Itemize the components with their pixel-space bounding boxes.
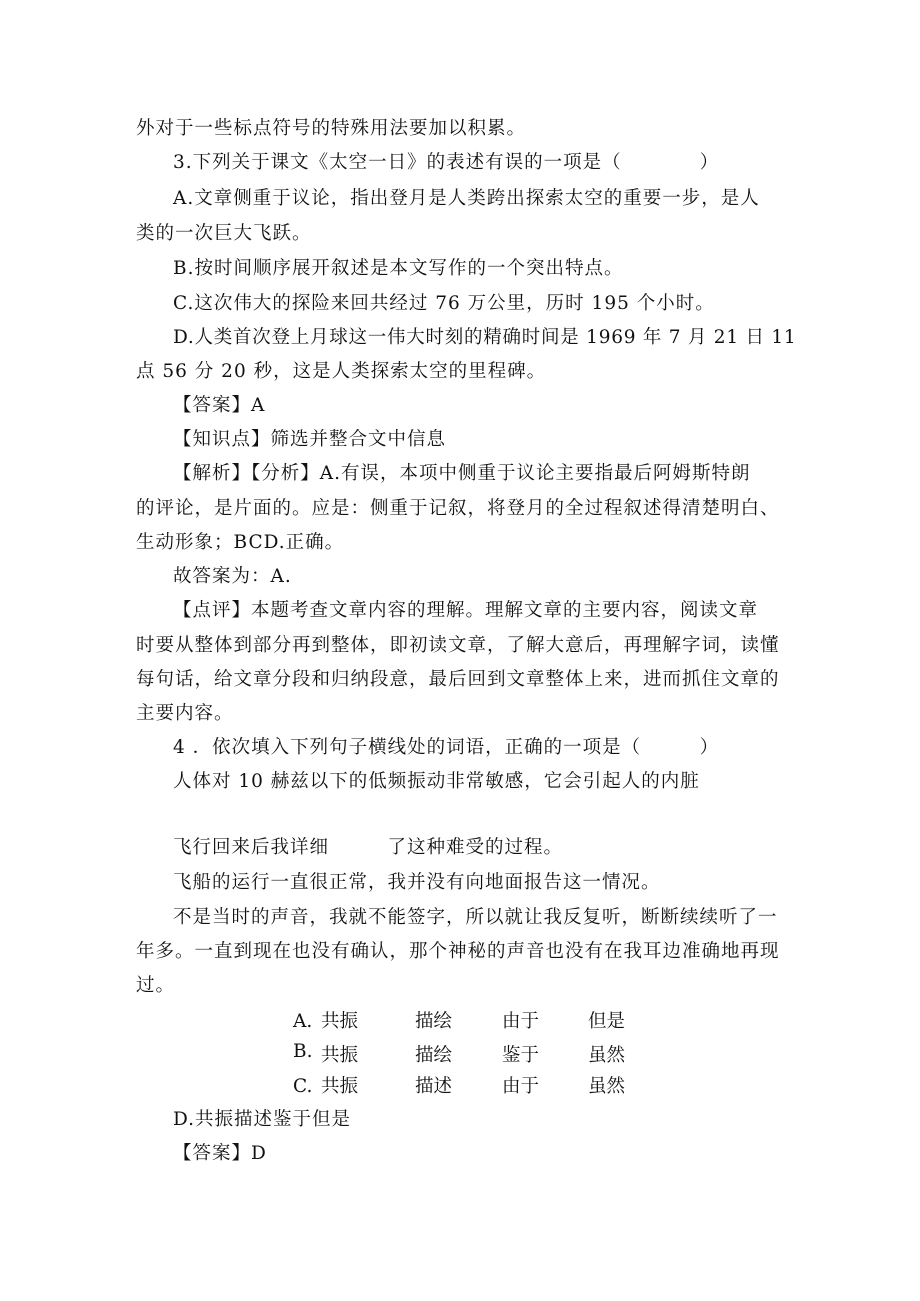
option-word: 共振	[321, 1076, 359, 1097]
option-word: 描述	[415, 1076, 453, 1097]
option-letter: C.	[293, 1076, 313, 1097]
text-line: 过。	[136, 975, 176, 996]
question-4-title: 4 ．依次填入下列句子横线处的词语，正确的一项是（ ）	[173, 737, 720, 758]
question-3-option-c: C.这次伟大的探险来回共经过 76 万公里，历时 195 个小时。	[173, 293, 715, 314]
answer-conclusion: 故答案为：A.	[173, 566, 292, 587]
question-3-option-d: D.人类首次登上月球这一伟大时刻的精确时间是 1969 年 7 月 21 日 11	[173, 327, 797, 348]
text-line: 生动形象；BCD.正确。	[136, 532, 345, 553]
option-word: 共振	[321, 1045, 359, 1066]
knowledge-point: 【知识点】筛选并整合文中信息	[173, 429, 447, 450]
text-line: 主要内容。	[136, 703, 234, 724]
option-letter: B.	[293, 1041, 313, 1062]
question-3-option-b: B.按时间顺序展开叙述是本文写作的一个突出特点。	[173, 258, 624, 279]
option-word: 共振	[321, 1011, 359, 1032]
option-word: 由于	[502, 1076, 540, 1097]
option-letter: A.	[293, 1011, 313, 1032]
text-line: 时要从整体到部分再到整体，即初读文章，了解大意后，再理解字词，读懂	[136, 635, 780, 656]
final-answer: 【答案】D	[173, 1143, 267, 1164]
text-line: 的评论，是片面的。应是：侧重于记叙，将登月的全过程叙述得清楚明白、	[136, 498, 780, 519]
option-word: 但是	[588, 1011, 626, 1032]
option-word: 由于	[502, 1011, 540, 1032]
option-word: 描绘	[415, 1045, 453, 1066]
option-word: 虽然	[588, 1045, 626, 1066]
question-4-sentence-2: 飞行回来后我详细 了这种难受的过程。	[173, 837, 564, 858]
comment-text: 【点评】本题考查文章内容的理解。理解文章的主要内容，阅读文章	[173, 600, 759, 621]
option-word: 描绘	[415, 1011, 453, 1032]
text-line: 年多。一直到现在也没有确认，那个神秘的声音也没有在我耳边准确地再现	[136, 941, 780, 962]
analysis-text: 【解析】【分析】A.有误，本项中侧重于议论主要指最后阿姆斯特朗	[173, 463, 751, 484]
question-3-option-a: A.文章侧重于议论，指出登月是人类跨出探索太空的重要一步，是人	[173, 188, 760, 209]
text-line: 外对于一些标点符号的特殊用法要加以积累。	[136, 118, 527, 139]
option-word: 鉴于	[502, 1045, 540, 1066]
text-line: 点 56 分 20 秒，这是人类探索太空的里程碑。	[136, 361, 547, 382]
question-4-sentence-3: 飞船的运行一直很正常，我并没有向地面报告这一情况。	[173, 872, 661, 893]
question-3-title: 3.下列关于课文《太空一日》的表述有误的一项是（ ）	[173, 152, 720, 173]
question-4-sentence-1: 人体对 10 赫兹以下的低频振动非常敏感，它会引起人的内脏	[173, 771, 700, 792]
question-4-option-d: D.共振描述鉴于但是	[173, 1109, 352, 1130]
text-line: 类的一次巨大飞跃。	[136, 223, 312, 244]
text-line: 每句话，给文章分段和归纳段意，最后回到文章整体上来，进而抓住文章的	[136, 669, 780, 690]
answer-label: 【答案】A	[173, 395, 266, 416]
question-4-sentence-4: 不是当时的声音，我就不能签字，所以就让我反复听，断断续续听了一	[173, 907, 778, 928]
option-word: 虽然	[588, 1076, 626, 1097]
